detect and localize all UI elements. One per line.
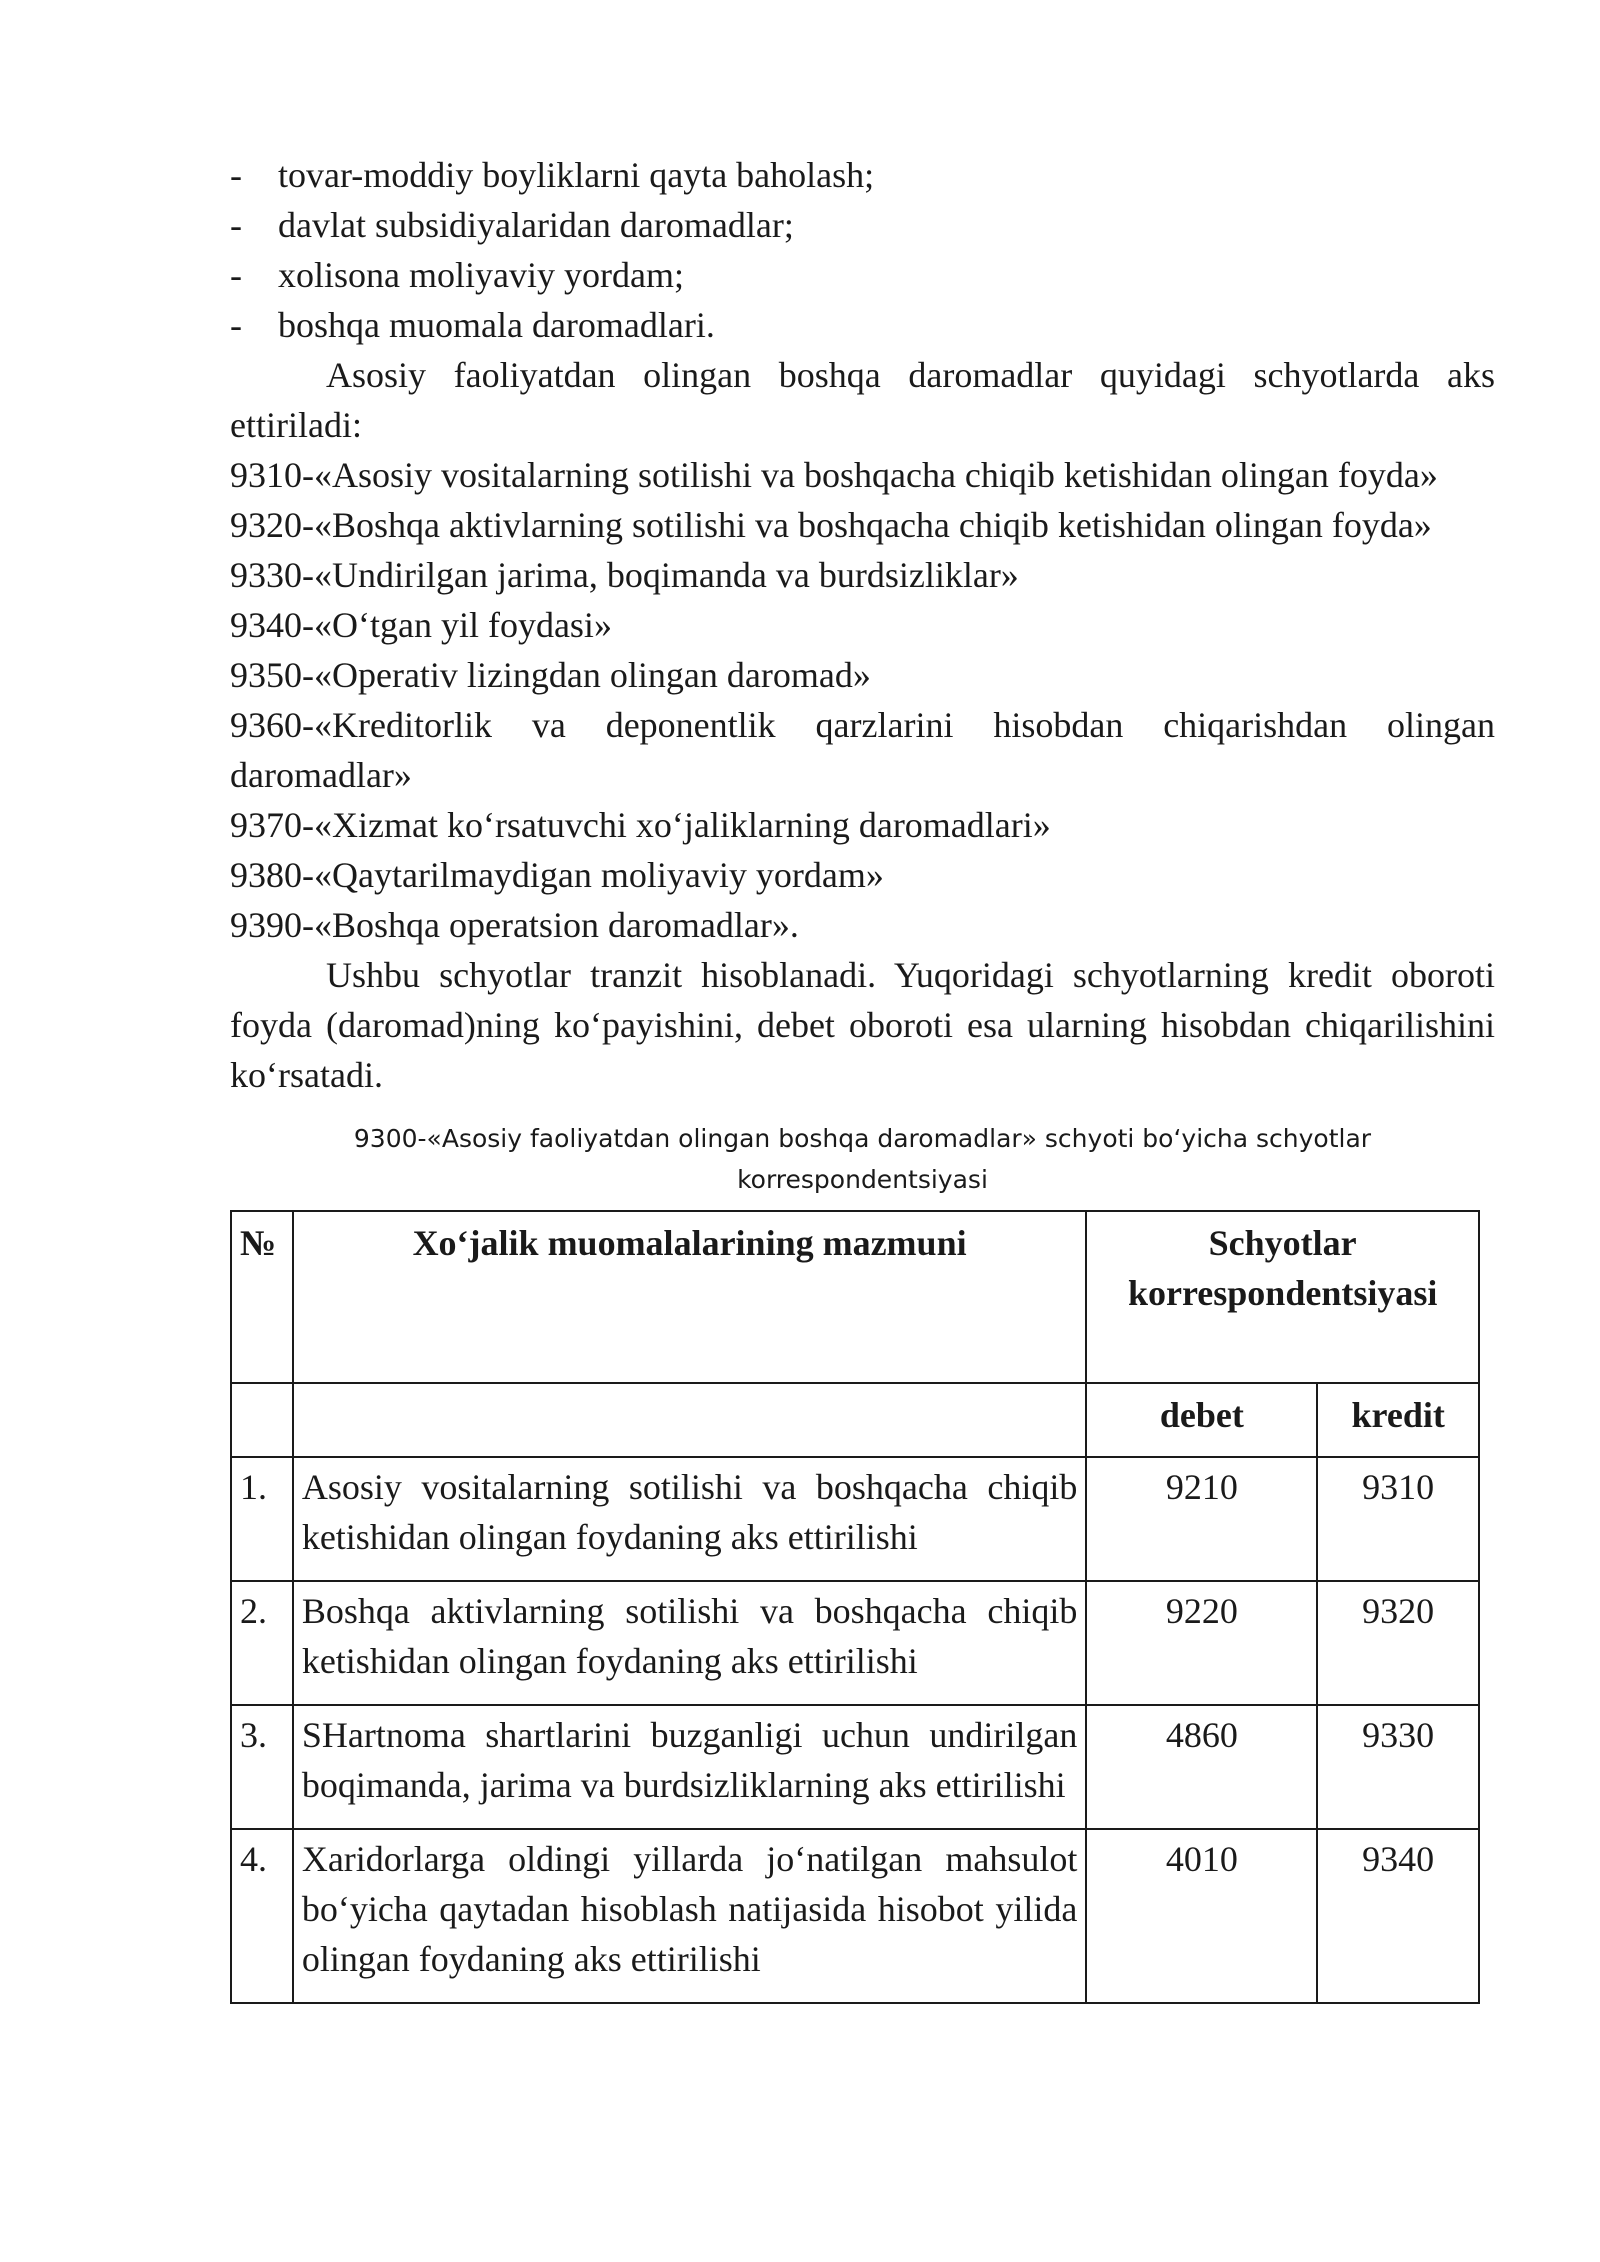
row-debit: 9220	[1086, 1581, 1317, 1705]
account-line: 9320-«Boshqa aktivlarning sotilishi va boshqacha chiqib ketishidan olingan foyda»	[230, 505, 1432, 545]
body-text	[230, 150, 1495, 1200]
row-debit: 9210	[1086, 1457, 1317, 1581]
correspondence-table	[230, 1210, 1480, 2004]
row-description: Asosiy vositalarning sotilishi va boshqacha chiqib ketishidan olingan foydaning aks ettirilishi	[293, 1457, 1087, 1581]
account-line: 9360-«Kreditorlik va deponentlik qarzlarini hisobdan chiqarishdan olingan daromadlar»	[230, 705, 1495, 795]
row-credit: 9340	[1317, 1829, 1479, 2003]
row-description: Xaridorlarga oldingi yillarda jo‘natilgan mahsulot bo‘yicha qaytadan hisoblash natijasida hisobot yilida olingan foydaning aks ettirilishi	[293, 1829, 1087, 2003]
header-content: Xo‘jalik muomalalarining mazmuni	[293, 1211, 1087, 1383]
header-credit: kredit	[1317, 1383, 1479, 1457]
row-description: SHartnoma shartlarini buzganligi uchun undirilgan boqimanda, jarima va burdsizliklarning aks ettirilishi	[293, 1705, 1087, 1829]
account-line: 9350-«Operativ lizingdan olingan daromad»	[230, 655, 871, 695]
bullet-dash: -	[230, 255, 242, 295]
header-debit: debet	[1086, 1383, 1317, 1457]
account-line: 9310-«Asosiy vositalarning sotilishi va boshqacha chiqib ketishidan olingan foyda»	[230, 455, 1438, 495]
table-subheader-row	[231, 1383, 1479, 1457]
row-number: 4.	[231, 1829, 293, 2003]
header-correspondence: Schyotlar korrespondentsiyasi	[1086, 1211, 1479, 1383]
account-line: 9330-«Undirilgan jarima, boqimanda va burdsizliklar»	[230, 555, 1019, 595]
table-row	[231, 1829, 1479, 2003]
table-caption: 9300-«Asosiy faoliyatdan olingan boshqa daromadlar» schyoti bo‘yicha schyotlar korrespondentsiyasi	[353, 1124, 1372, 1194]
intro-paragraph: Asosiy faoliyatdan olingan boshqa daromadlar quyidagi schyotlarda aks ettiriladi:	[230, 355, 1495, 445]
bullet-text: boshqa muomala daromadlari.	[278, 305, 715, 345]
closing-paragraph: Ushbu schyotlar tranzit hisoblanadi. Yuqoridagi schyotlarning kredit oboroti foyda (daromad)ning ko‘payishini, debet oboroti esa ularning hisobdan chiqarilishini ko‘rsatadi.	[230, 955, 1495, 1095]
bullet-item	[230, 250, 1495, 300]
table-row	[231, 1457, 1479, 1581]
row-credit: 9320	[1317, 1581, 1479, 1705]
row-credit: 9310	[1317, 1457, 1479, 1581]
bullet-text: davlat subsidiyalaridan daromadlar;	[278, 205, 794, 245]
row-number: 2.	[231, 1581, 293, 1705]
bullet-item	[230, 200, 1495, 250]
subheader-empty	[231, 1383, 293, 1457]
bullet-item	[230, 300, 1495, 350]
row-description: Boshqa aktivlarning sotilishi va boshqacha chiqib ketishidan olingan foydaning aks ettirilishi	[293, 1581, 1087, 1705]
table-row	[231, 1581, 1479, 1705]
table-header-row	[231, 1211, 1479, 1383]
bullet-text: xolisona moliyaviy yordam;	[278, 255, 684, 295]
row-number: 1.	[231, 1457, 293, 1581]
account-line: 9340-«O‘tgan yil foydasi»	[230, 605, 612, 645]
row-number: 3.	[231, 1705, 293, 1829]
account-line: 9390-«Boshqa operatsion daromadlar».	[230, 905, 799, 945]
subheader-empty	[293, 1383, 1087, 1457]
bullet-item	[230, 150, 1495, 200]
row-credit: 9330	[1317, 1705, 1479, 1829]
bullet-dash: -	[230, 155, 242, 195]
bullet-dash: -	[230, 205, 242, 245]
account-line: 9380-«Qaytarilmaydigan moliyaviy yordam»	[230, 855, 884, 895]
header-number: №	[231, 1211, 293, 1383]
account-line: 9370-«Xizmat ko‘rsatuvchi xo‘jaliklarning daromadlari»	[230, 805, 1051, 845]
bullet-dash: -	[230, 305, 242, 345]
table-row	[231, 1705, 1479, 1829]
row-debit: 4860	[1086, 1705, 1317, 1829]
bullet-text: tovar-moddiy boyliklarni qayta baholash;	[278, 155, 875, 195]
row-debit: 4010	[1086, 1829, 1317, 2003]
